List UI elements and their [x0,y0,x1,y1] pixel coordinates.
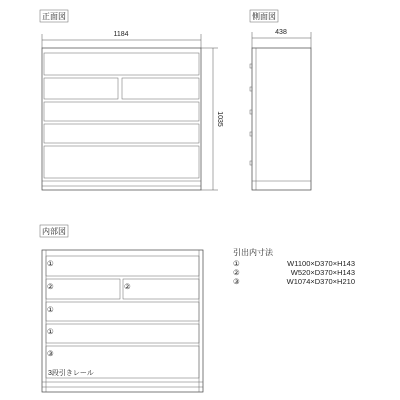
side-view-label: 側面図 [252,12,276,21]
side-view-tag [250,10,278,22]
front-drawer-2-left [44,78,118,99]
front-height-value: 1035 [216,111,223,127]
inner-view-label: 内部図 [42,227,66,236]
drawer-size-table [233,247,355,286]
inner-drawer-3 [46,302,199,321]
inner-mark-2-right: ② [124,282,131,291]
drawer-size-mark: ② [233,268,240,277]
drawer-size-text: W1100×D370×H143 [287,259,355,268]
front-view-tag [40,10,68,22]
front-drawer-4 [44,124,199,143]
inner-drawer-4 [46,324,199,343]
front-drawer-3 [44,102,199,121]
drawer-size-text: W520×D370×H143 [290,268,355,277]
inner-mark-1: ① [47,259,54,268]
inner-drawer-2-left [46,279,120,299]
drawer-size-mark: ① [233,259,240,268]
drawer-size-title: 引出内寸法 [233,248,273,257]
side-depth-dimension [252,29,311,48]
front-drawer-5 [44,146,199,178]
inner-drawer-1 [46,256,199,276]
front-width-dimension [42,31,201,48]
drawer-size-mark: ③ [233,277,240,286]
inner-mark-3: ① [47,305,54,314]
drawer-size-text: W1074×D370×H210 [286,277,355,286]
inner-mark-5: ③ [47,349,54,358]
front-drawer-1 [44,53,199,75]
front-width-value: 1184 [113,31,129,38]
side-view-cabinet [250,48,311,190]
front-height-dimension [201,48,223,190]
inner-view-tag [40,225,68,237]
front-view-label: 正面図 [42,12,66,21]
front-view-cabinet [42,48,201,190]
inner-mark-4: ① [47,327,54,336]
side-depth-value: 438 [275,29,287,36]
inner-mark-2-left: ② [47,282,54,291]
inner-drawer-2-right [123,279,199,299]
front-drawer-2-right [122,78,199,99]
rail-note: 3段引きレール [48,370,94,377]
